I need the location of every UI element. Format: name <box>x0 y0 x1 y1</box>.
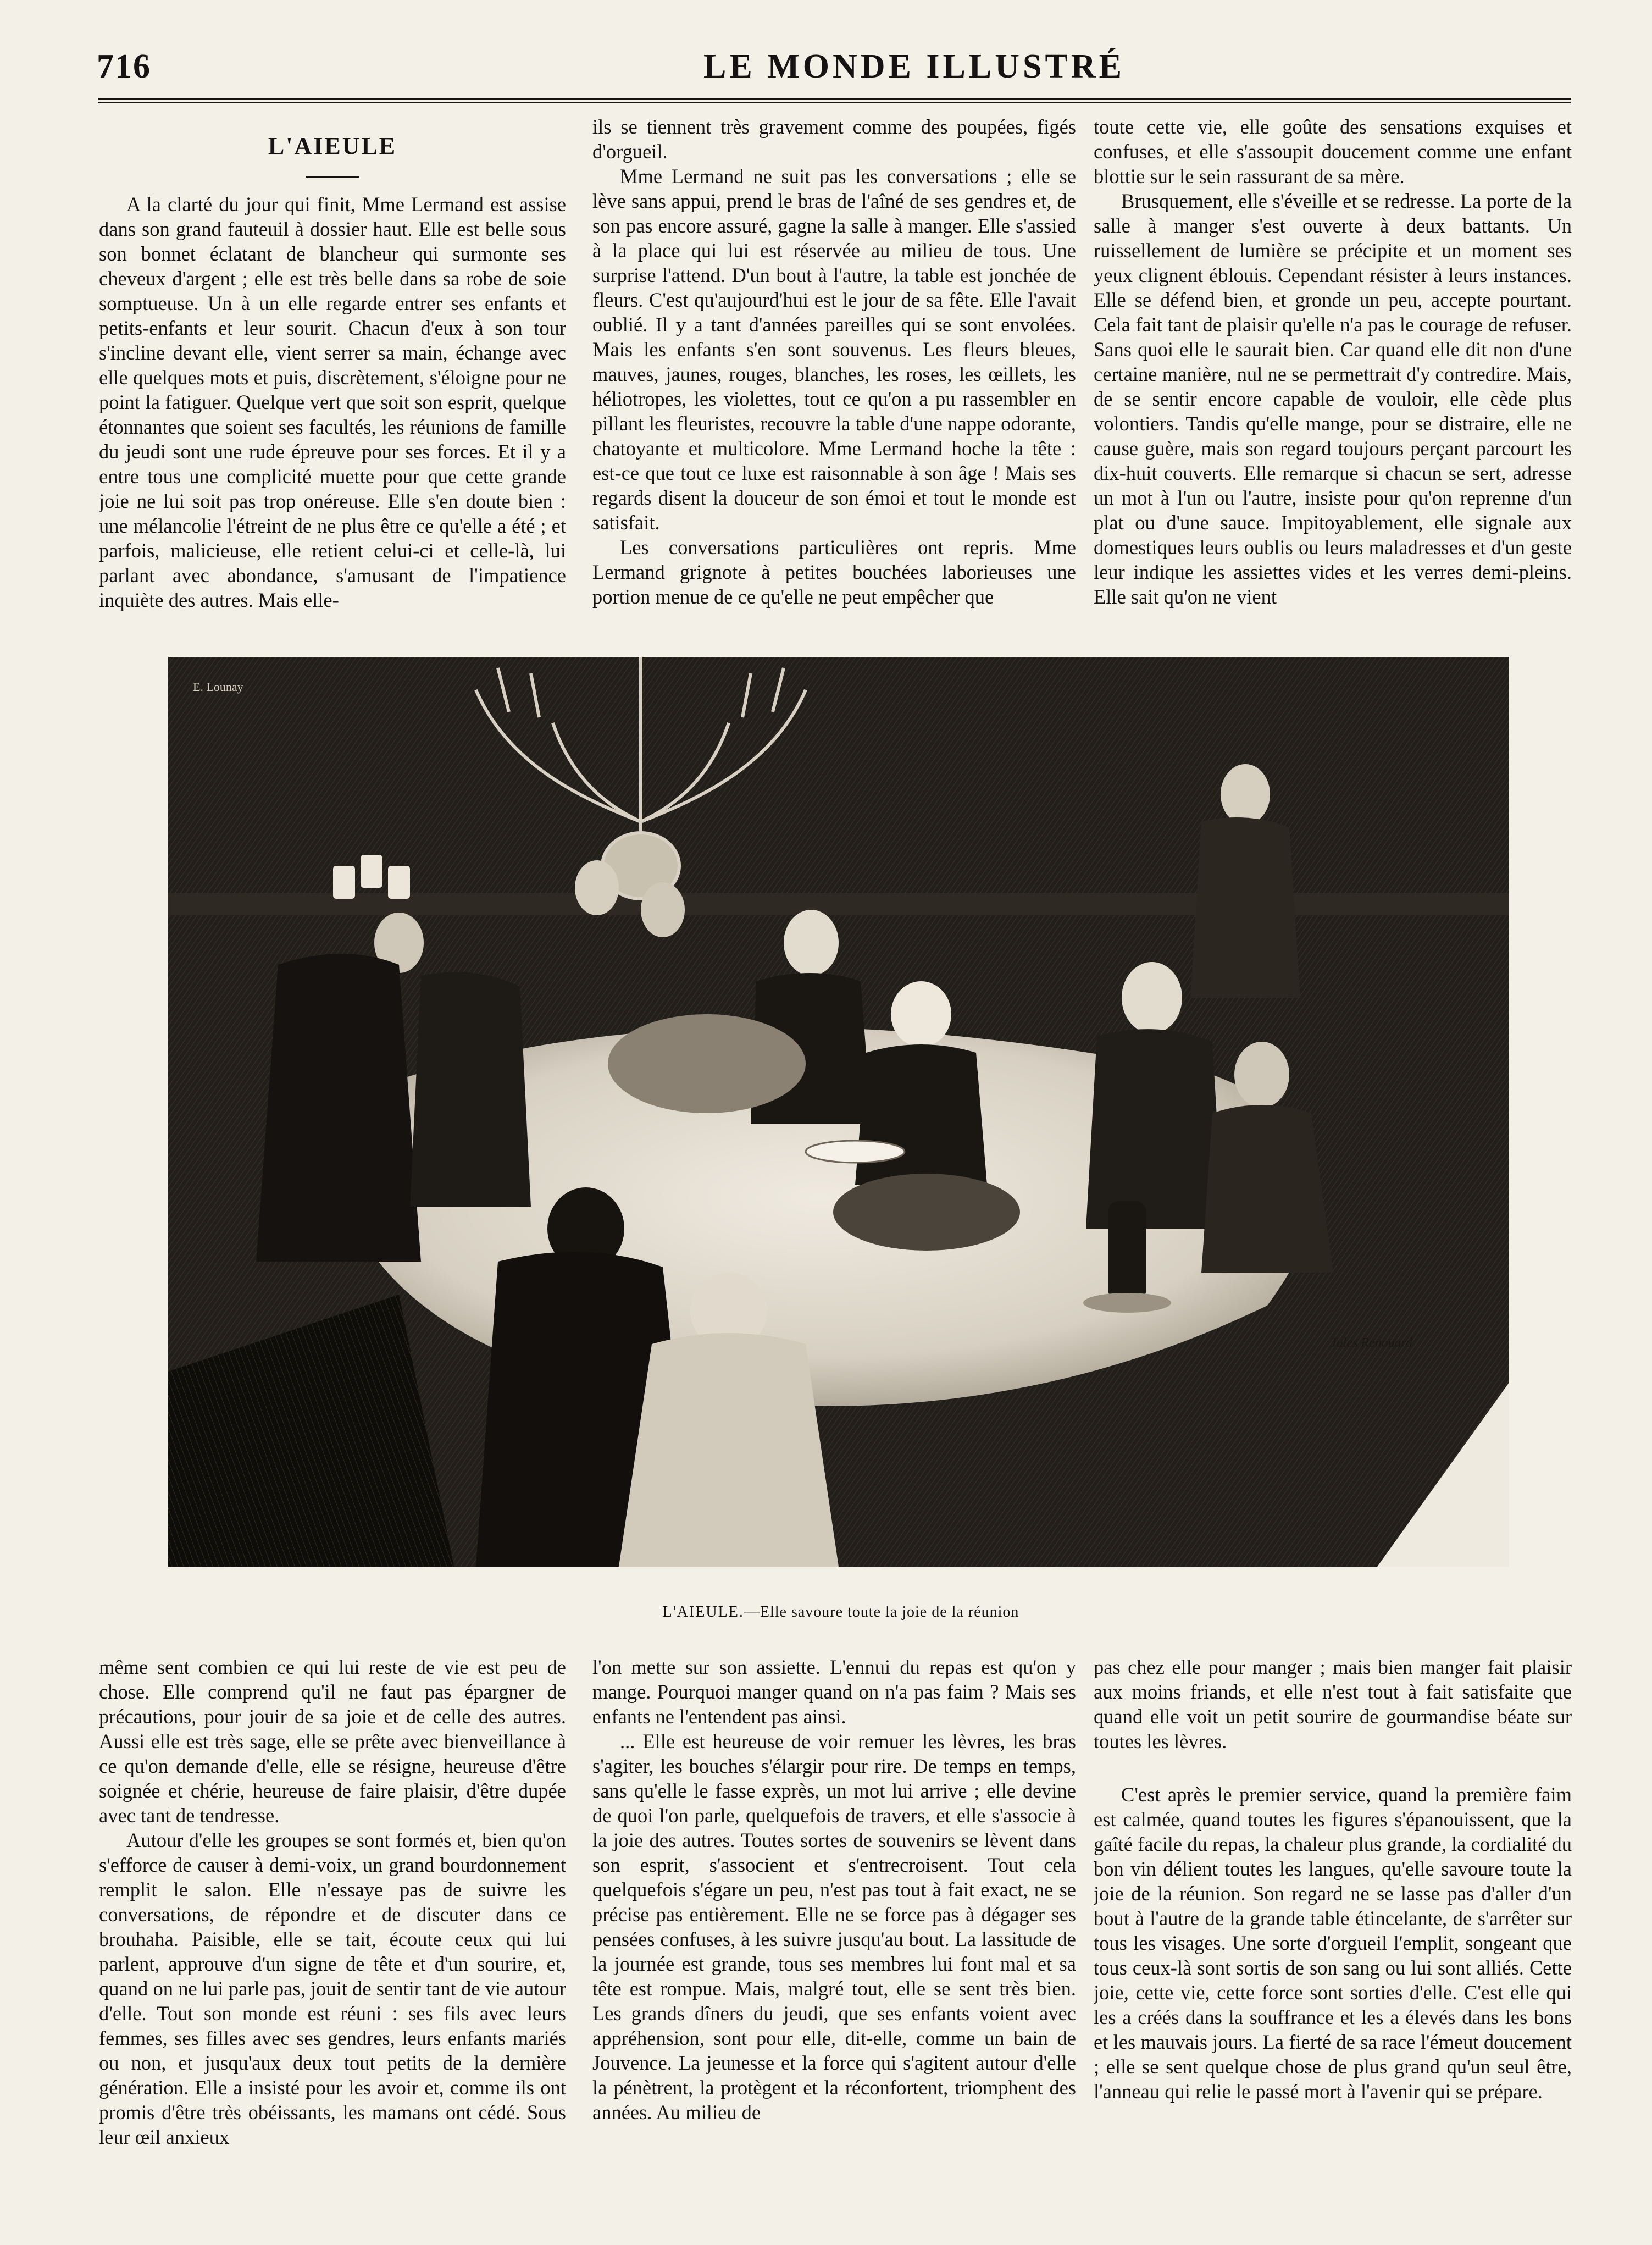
paragraph: l'on mette sur son assiette. L'ennui du repas est qu'on y mange. Pourquoi manger quand on n'a pas faim ? Mais ses enfants ne l'entendent pas ainsi. <box>592 1656 1076 1728</box>
paragraph: toute cette vie, elle goûte des sensations exquises et confuses, et elle s'assoupit doucement comme une enfant blottie sur le sein rassurant de sa mère. <box>1094 115 1572 187</box>
caption-text: —Elle savoure toute la joie de la réunion <box>744 1603 1019 1621</box>
signature-left: E. Lounay <box>193 680 243 694</box>
header-rule-thin <box>98 102 1571 103</box>
paragraph: A la clarté du jour qui finit, Mme Lermand est assise dans son grand fauteuil à dossier haut. Elle est belle sous son bonnet éclatant de blancheur qui surmonte ses cheveux d'argent ; elle est très belle dans sa robe de soie somptueuse. Un à un elle regarde entrer ses enfants et petits-enfants et leur sourit. Chacun d'eux à son tour s'incline devant elle, vient serrer sa main, échange avec elle quelques mots et puis, discrètement, s'éloigne pour ne point la fatiguer. Quelque vert que soit son esprit, quelque étonnantes que soient ses facultés, les réunions de famille du jeudi sont une rude épreuve pour ses forces. Et il y a entre tous une complicité muette pour que cette grande joie ne lui soit pas trop onéreuse. Elle s'en doute bien : une mélancolie l'étreint de ne plus être ce qu'elle a été ; et parfois, malicieuse, elle retient celui-ci et celle-là, lui parlant avec abondance, s'amusant de l'impatience inquiète des autres. Mais elle- <box>99 193 566 611</box>
paragraph: C'est après le premier service, quand la première faim est calmée, quand toutes les figures s'épanouissent, que la gaîté facile du repas, la chaleur plus grande, la cordialité du bon vin délient toutes les langues, qu'elle savoure toute la joie de la réunion. Son regard ne se lasse pas d'aller d'un bout à l'autre de la grande table étincelante, de s'arrêter sur tous les visages. Une sorte d'orgueil l'emplit, songeant que tous ceux-là sont sortis de son sang ou lui sont alliés. Cette joie, cette vie, cette force sont sorties d'elle. C'est elle qui les a créés dans la souffrance et les a élevés dans les bons et les mauvais jours. La fierté de sa race l'émeut doucement ; elle se sent quelque chose de plus grand qu'un seul être, l'anneau qui relie le passé mort à l'avenir qui se prépare. <box>1094 1783 1572 2103</box>
paragraph: pas chez elle pour manger ; mais bien manger fait plaisir aux moins friands, et elle n'est tout à fait satisfaite que quand elle voit un petit sourire de gourmandise béate sur toutes les lèvres. <box>1094 1656 1572 1752</box>
masthead-title: LE MONDE ILLUSTRÉ <box>703 48 1125 85</box>
paragraph: Autour d'elle les groupes se sont formés et, bien qu'on s'efforce de causer à demi-voix, un grand bourdonnement remplit le salon. Elle n'essaye pas de suivre les conversations, de répondre et de discuter dans ce brouhaha. Paisible, elle se tait, écoute ceux qui lui parlent, approuve d'un signe de tête et d'un sourire, et, quand on ne lui parle pas, jouit de sentir tant de vie autour d'elle. Tout son monde est réuni : ses fils avec leurs femmes, ses filles avec ses gendres, leurs enfants mariés ou non, et jusqu'aux deux tout petits de la dernière génération. Elle a insisté pour les avoir et, comme ils ont promis d'être très obéissants, les mamans ont cédé. Sous leur œil anxieux <box>99 1829 566 2148</box>
page-number: 716 <box>97 48 151 85</box>
article-title: L'AIEULE <box>268 132 397 159</box>
paragraph-spacer <box>1094 1754 1572 1782</box>
paragraph: Les conversations particulières ont repris. Mme Lermand grignote à petites bouchées laborieuses une portion menue de ce qu'elle ne peut empêcher que <box>592 536 1076 608</box>
article-column-bottom-3 <box>1094 1655 1572 2204</box>
paragraph: même sent combien ce qui lui reste de vie est peu de chose. Elle comprend qu'il ne faut pas épargner de précautions, pour jouir de sa joie et de celle des autres. Aussi elle est très sage, elle se prête avec bienveillance à ce qu'on demande d'elle, elle se résigne, heureuse d'être soignée et chérie, heureuse de faire plaisir, d'être dupée avec tant de tendresse. <box>99 1656 566 1827</box>
article-column-bottom-1 <box>99 1655 566 2204</box>
paragraph: Brusquement, elle s'éveille et se redresse. La porte de la salle à manger s'est ouverte à deux battants. Un ruissellement de lumière se précipite et un moment ses yeux clignent éblouis. Cependant résister à leurs instances. Elle se défend bien, et gronde un peu, accepte pourtant. Cela fait tant de plaisir qu'elle n'a pas le courage de refuser. Sans quoi elle le saurait bien. Car quand elle dit non d'une certaine manière, nul ne se permettrait d'y contredire. Mais, de se sentir encore capable de vouloir, elle cède plus volontiers. Tandis qu'elle mange, pour se distraire, elle ne cause guère, mais son regard toujours perçant parcourt les dix-huit couverts. Elle remarque si chacun se sert, adresse un mot à l'un ou l'autre, insiste pour qu'on reprenne d'un plat ou d'une sauce. Impitoyablement, elle signale aux domestiques leurs oublis ou leurs maladresses et d'un geste leur indique les assiettes vides et les verres demi-pleins. Elle sait qu'on ne vient <box>1094 190 1572 608</box>
signature-right: Jules Renouard <box>1331 1336 1413 1350</box>
article-column-bottom-2 <box>592 1655 1076 2204</box>
paragraph: ... Elle est heureuse de voir remuer les lèvres, les bras s'agiter, les bouches s'élargir pour rire. De temps en temps, sans qu'elle le fasse exprès, un mot lui arrive ; elle devine de quoi l'on parle, quelquefois de travers, et elle s'associe à la joie des autres. Toutes sortes de souvenirs se lèvent dans son esprit, s'associent et s'entrecroisent. Tout cela quelquefois s'égare un peu, n'est pas tout à fait exact, ne se précise pas entièrement. Elle ne se force pas à dégager ses pensées confuses, à les suivre jusqu'au bout. La lassitude de la journée est grande, tous ses membres lui font mal et sa tête est rompue. Mais, malgré tout, elle se sent très bien. Les grands dîners du jeudi, que ses enfants voient avec appréhension, sont pour elle, dit-elle, comme un bain de Jouvence. La jeunesse et la force qui s'agitent autour d'elle la pénètrent, la protègent et la réconfortent, triomphent des années. Au milieu de <box>592 1730 1076 2124</box>
article-column-top-2 <box>592 114 1076 633</box>
header-rule <box>98 98 1571 100</box>
paragraph: ils se tiennent très gravement comme des poupées, figés d'orgueil. <box>592 115 1076 163</box>
paragraph: Mme Lermand ne suit pas les conversations ; elle se lève sans appui, prend le bras de l'aîné de ses gendres et, de son pas encore assuré, gagne la salle à manger. Elle s'assied à la place qui lui est réservée au milieu de tous. Une surprise l'attend. D'un bout à l'autre, la table est jonchée de fleurs. C'est qu'aujourd'hui est le jour de sa fête. Elle l'avait oublié. Il y a tant d'années pareilles qui se sont envolées. Mais les enfants s'en sont souvenus. Les fleurs bleues, mauves, jaunes, rouges, blanches, les roses, les œillets, les héliotropes, les violettes, tout ce qu'on a pu rassembler en pillant les fleuristes, recouvre la table d'une nappe odorante, chatoyante et multicolore. Mme Lermand hoche la tête : est-ce que tout ce luxe est raisonnable à son âge ! Mais ses regards disent la douceur de son émoi et tout le monde est satisfait. <box>592 165 1076 534</box>
article-column-top-3 <box>1094 114 1572 633</box>
engraving-family-dinner <box>168 657 1509 1567</box>
title-rule <box>306 176 359 178</box>
article-column-top-1 <box>99 122 566 633</box>
illustration-caption <box>484 1603 1198 1621</box>
caption-title: L'AIEULE. <box>662 1603 744 1621</box>
